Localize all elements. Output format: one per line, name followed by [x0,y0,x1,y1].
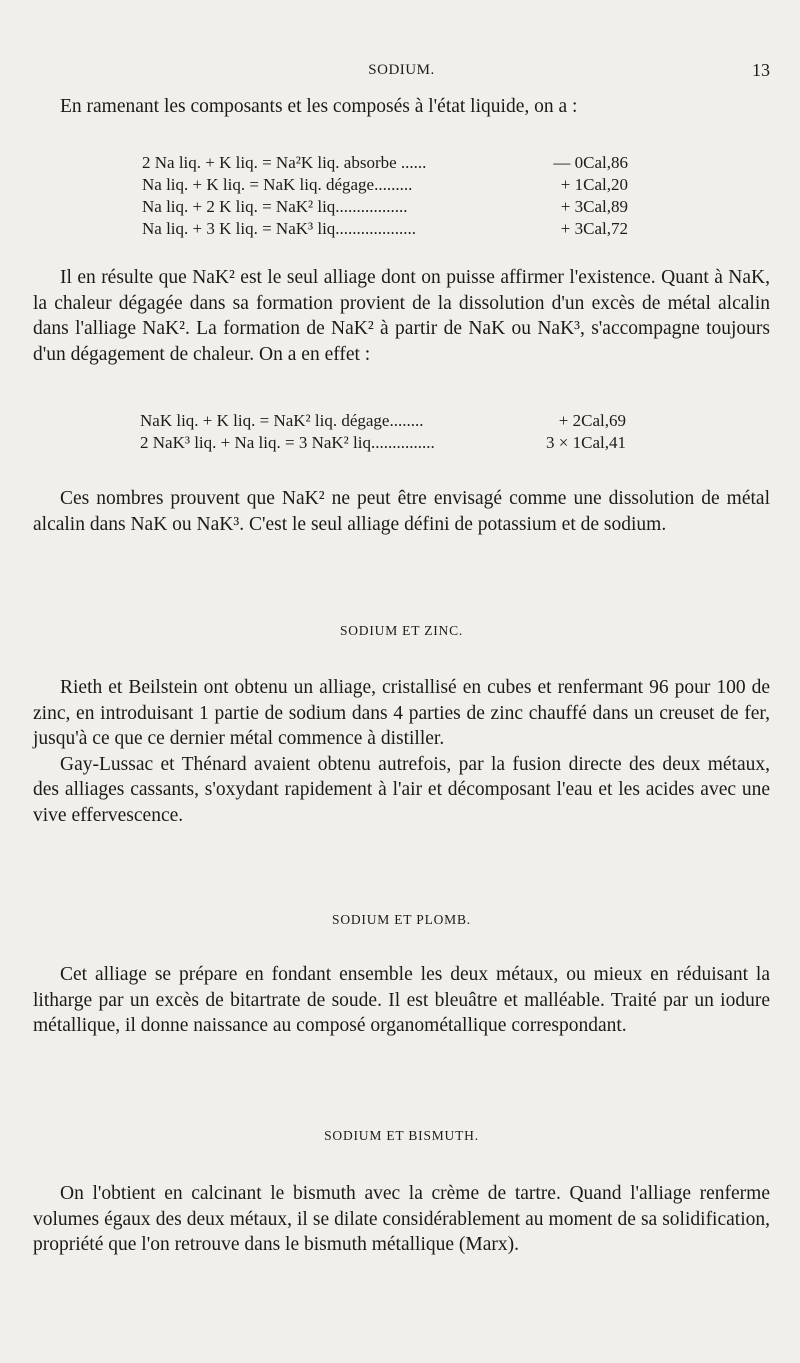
section-zinc-paragraph: Rieth et Beilstein ont obtenu un alliage, cristallisé en cubes et renfermant 96 pour 100 de zinc, en introduisant 1 partie de sodium dans 4 parties de zinc chauffé dans un creuset de fer, jusqu'à ce que ce dernier métal commence à distiller. [33,677,770,749]
equation-group-1 [142,152,628,240]
equation-row [140,410,626,432]
equation-row [142,174,628,196]
intro-paragraph [33,94,770,120]
intro-text: En ramenant les composants et les composés à l'état liquide, on a : [60,96,578,117]
equation-lhs: Na liq. + 2 K liq. = NaK² liq................. [142,197,408,216]
paragraph-1 [33,265,770,367]
equation-row [142,152,628,174]
equation-group-2 [140,410,626,454]
paragraph-2-text: Ces nombres prouvent que NaK² ne peut être envisagé comme une dissolution de métal alcalin dans NaK ou NaK³. C'est le seul alliage défini de potassium et de sodium. [33,488,770,535]
equation-value: + 3Cal,89 [560,197,628,216]
page-number: 13 [752,60,770,80]
section-zinc-body [33,675,770,828]
equation-value: + 3Cal,72 [560,219,628,238]
section-title-plomb: SODIUM ET PLOMB. [332,912,471,927]
equation-row [142,218,628,240]
page-header [33,60,770,88]
paragraph-2 [33,486,770,537]
section-zinc-paragraph: Gay-Lussac et Thénard avaient obtenu autrefois, par la fusion directe des deux métaux, des alliages cassants, s'oxydant rapidement à l'air et décomposant l'eau et les acides avec une vive effervescence. [33,753,770,826]
equation-lhs: NaK liq. + K liq. = NaK² liq. dégage........ [140,411,424,430]
running-title: SODIUM. [368,62,435,78]
section-bismuth-paragraph: On l'obtient en calcinant le bismuth avec la crème de tartre. Quand l'alliage renferme volumes égaux des deux métaux, il se dilate considérablement au moment de sa solidification, propriété que l'on retrouve dans le bismuth métallique (Marx). [33,1183,770,1255]
equation-lhs: 2 Na liq. + K liq. = Na²K liq. absorbe ...... [142,153,427,172]
equation-value: + 2Cal,69 [558,411,626,430]
equation-lhs: Na liq. + K liq. = NaK liq. dégage......... [142,175,413,194]
section-plomb-paragraph: Cet alliage se prépare en fondant ensemble les deux métaux, ou mieux en réduisant la litharge par un excès de bitartrate de soude. Il est bleuâtre et malléable. Traité par un iodure métallique, il donne naissance au composé organométallique correspondant. [33,964,770,1036]
equation-row [140,432,626,454]
equation-value: 3 × 1Cal,41 [546,433,626,452]
paragraph-1-text: Il en résulte que NaK² est le seul alliage dont on puisse affirmer l'existence. Quant à NaK, la chaleur dégagée dans sa formation provient de la dissolution d'un excès de métal alcalin dans l'alliage NaK². La formation de NaK² à partir de NaK ou NaK³, s'accompagne toujours d'un dégagement de chaleur. On a en effet : [33,267,770,365]
equation-row [142,196,628,218]
equation-value: — 0Cal,86 [553,153,628,172]
section-title-zinc: SODIUM ET ZINC. [339,623,464,638]
section-title-bismuth: SODIUM ET BISMUTH. [324,1128,479,1143]
equation-lhs: 2 NaK³ liq. + Na liq. = 3 NaK² liq............... [140,433,435,452]
equation-value: + 1Cal,20 [560,175,628,194]
section-bismuth-body [33,1181,770,1258]
equation-lhs: Na liq. + 3 K liq. = NaK³ liq................... [142,219,417,238]
section-plomb-body [33,962,770,1039]
